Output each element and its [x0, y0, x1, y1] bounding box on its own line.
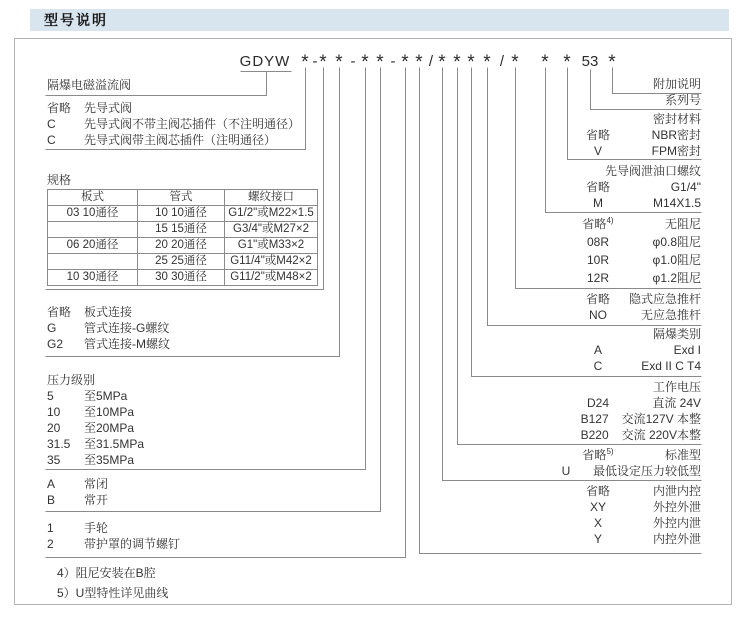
group-title: [486, 76, 701, 92]
code-star: *: [335, 52, 343, 73]
series-number-group: [486, 92, 701, 108]
option-key: [581, 215, 615, 233]
table-cell: 10 30通径: [48, 270, 138, 286]
code-option-row: [486, 215, 701, 233]
option-key-text: XY: [589, 500, 606, 514]
table-header-cell: 螺纹接口: [225, 190, 318, 206]
option-key: 2: [47, 537, 54, 551]
option-key-text: X: [593, 516, 602, 530]
addendum-group: [486, 76, 701, 92]
valve-name-label: 隔爆电磁溢流阀: [47, 78, 132, 92]
option-desc: 管式连接-M螺纹: [84, 337, 170, 351]
option-desc: 板式连接: [84, 305, 133, 319]
standard-type-group: [486, 447, 701, 479]
option-desc: φ1.2阻尼: [652, 271, 701, 285]
option-desc: M14X1.5: [652, 196, 701, 210]
option-desc: 至10MPa: [84, 405, 135, 419]
code-option-row: [486, 233, 701, 251]
code-option-row: [486, 195, 701, 211]
option-key: C: [47, 133, 56, 147]
group-title: [486, 92, 701, 108]
code-star: *: [467, 52, 475, 73]
option-key-text: D24: [586, 396, 609, 410]
table-cell: G11/4"或M42×2: [225, 254, 318, 270]
option-key: [549, 463, 583, 479]
table-row: [48, 254, 318, 270]
table-cell: 10 10通径: [138, 206, 225, 222]
option-key-text: 08R: [586, 235, 609, 249]
option-key: [581, 342, 615, 358]
option-desc: 交流 220V本整: [621, 428, 701, 442]
code-star: *: [541, 52, 549, 73]
code-option-row: [486, 342, 701, 358]
option-key: [581, 179, 615, 195]
option-key-text: M: [593, 196, 603, 210]
option-key-text: 省略: [585, 484, 610, 498]
option-desc: 最低设定压力较低型: [592, 464, 701, 478]
code-option-row: [486, 395, 701, 411]
option-key: C: [47, 117, 56, 131]
option-desc: 带护罩的调节螺钉: [84, 537, 181, 551]
code-token: -: [350, 53, 356, 70]
drain-thread-group: [486, 163, 701, 211]
option-desc: Exd I: [673, 343, 701, 357]
option-desc: φ0.8阻尼: [652, 235, 701, 249]
table-cell: 30 30通径: [138, 270, 225, 286]
code-token: 53: [581, 53, 599, 70]
group-title: [486, 111, 701, 127]
code-option-row: [486, 515, 701, 531]
option-desc: 先导式阀: [84, 101, 133, 115]
option-desc: 内泄内控: [652, 484, 701, 498]
option-key: [581, 127, 615, 143]
spec-table-head: [48, 190, 318, 206]
option-desc: 至35MPa: [84, 453, 135, 467]
table-cell: [48, 222, 138, 238]
option-key-text: 省略: [582, 448, 607, 462]
option-desc: 至20MPa: [84, 421, 135, 435]
table-cell: [48, 254, 138, 270]
table-cell: 06 20通径: [48, 238, 138, 254]
table-row: [48, 222, 318, 238]
option-desc: 至31.5MPa: [84, 437, 145, 451]
damping-group: [486, 215, 701, 287]
option-key: 20: [47, 421, 61, 435]
option-key: [581, 358, 615, 374]
voltage-group: [486, 379, 701, 443]
code-star: *: [319, 52, 327, 73]
option-key: A: [47, 477, 56, 491]
code-option-row: [47, 100, 300, 116]
table-cell: 25 25通径: [138, 254, 225, 270]
option-key: 10: [47, 405, 61, 419]
code-option-row: [47, 320, 170, 336]
connection-type-group: [47, 304, 170, 352]
group-title-text: 隔爆类别: [652, 327, 701, 341]
table-cell: 20 20通径: [138, 238, 225, 254]
code-option-row: [47, 436, 144, 452]
footnote-marker: 4): [606, 216, 614, 225]
option-key: [581, 195, 615, 211]
option-desc: 先导式阀带主阀芯插件（注明通径）: [84, 133, 277, 147]
code-star: *: [301, 52, 309, 73]
option-key-text: C: [593, 359, 603, 373]
option-key: [581, 447, 615, 463]
option-desc: NBR密封: [651, 128, 701, 142]
option-desc: 常开: [84, 493, 109, 507]
option-desc: 无应急推杆: [640, 308, 701, 322]
option-desc: FPM密封: [651, 144, 701, 158]
option-desc: 无阻尼: [664, 217, 701, 231]
code-token: -: [390, 53, 396, 70]
option-key-text: B220: [580, 428, 609, 442]
option-key-text: NO: [589, 308, 607, 322]
option-key: [581, 515, 615, 531]
code-star: *: [438, 52, 446, 73]
model-code-diagram: [14, 38, 732, 605]
option-key: [581, 499, 615, 515]
option-key: [581, 143, 615, 159]
section-header-bar: [30, 9, 729, 31]
table-cell: 15 15通径: [138, 222, 225, 238]
option-key-text: 省略: [582, 217, 607, 231]
code-option-row: [486, 499, 701, 515]
pressure-grade-title: 压力级别: [47, 373, 96, 387]
option-key-text: A: [593, 343, 602, 357]
option-key: 省略: [47, 101, 72, 115]
option-desc: G1/4": [670, 180, 701, 194]
group-title-text: 系列号: [664, 93, 701, 107]
option-desc: 交流127V 本整: [621, 412, 701, 426]
option-key: [581, 307, 615, 323]
option-desc: 先导式阀不带主阀芯插件（不注明通径）: [84, 117, 301, 131]
option-desc: 标准型: [664, 448, 701, 462]
code-token: -: [312, 53, 318, 70]
option-key-text: B127: [580, 412, 609, 426]
pilot-type-group: [47, 100, 300, 148]
spec-table: [47, 189, 318, 286]
group-title: [486, 163, 701, 179]
code-option-row: [486, 307, 701, 323]
code-option-row: [486, 447, 701, 463]
table-header-cell: 板式: [48, 190, 138, 206]
option-key: 省略: [47, 305, 72, 319]
valve-state-group: [47, 476, 108, 508]
section-title: 型号说明: [44, 12, 108, 28]
option-desc: 内控外泄: [652, 532, 701, 546]
code-star: *: [376, 52, 384, 73]
code-token: GDYW: [239, 53, 291, 70]
code-option-row: [47, 404, 144, 420]
option-key: [578, 411, 612, 427]
code-option-row: [47, 452, 144, 468]
control-drain-group: [486, 483, 701, 547]
code-option-row: [47, 536, 180, 552]
option-key-text: Y: [593, 532, 602, 546]
option-key: [578, 427, 612, 443]
option-desc: 手轮: [84, 521, 109, 535]
group-title-text: 密封材料: [652, 112, 701, 126]
option-key-text: 省略: [585, 180, 610, 194]
option-key: [581, 483, 615, 499]
table-cell: G11/2"或M48×2: [225, 270, 318, 286]
code-option-row: [486, 251, 701, 269]
table-row: [48, 206, 318, 222]
pressure-grade-group: [47, 388, 144, 468]
option-desc: 常闭: [84, 477, 109, 491]
code-token: /: [428, 53, 434, 70]
code-option-row: [486, 483, 701, 499]
code-option-row: [486, 411, 701, 427]
code-star: *: [608, 52, 616, 73]
seal-material-group: [486, 111, 701, 159]
group-title-text: 先导阀泄油口螺纹: [604, 164, 701, 178]
code-option-row: [47, 132, 300, 148]
option-desc: 外控内泄: [652, 516, 701, 530]
code-star: *: [563, 52, 571, 73]
option-key: 31.5: [47, 437, 71, 451]
option-desc: 外控外泄: [652, 500, 701, 514]
option-key: [581, 531, 615, 547]
footnote-marker: 5): [606, 447, 614, 456]
code-star: *: [361, 52, 369, 73]
code-option-row: [47, 520, 180, 536]
code-option-row: [47, 304, 170, 320]
option-key: 1: [47, 521, 54, 535]
code-option-row: [486, 291, 701, 307]
option-key: [581, 291, 615, 307]
code-option-row: [486, 531, 701, 547]
pushrod-group: [486, 291, 701, 323]
group-title: [486, 379, 701, 395]
option-key: [581, 395, 615, 411]
option-desc: Exd II C T4: [641, 359, 701, 373]
table-cell: G1"或M33×2: [225, 238, 318, 254]
code-option-row: [486, 427, 701, 443]
table-header-cell: 管式: [138, 190, 225, 206]
option-key-text: V: [593, 144, 602, 158]
table-cell: G1/2"或M22×1.5: [225, 206, 318, 222]
code-option-row: [486, 463, 701, 479]
table-row: [48, 270, 318, 286]
option-key: G: [47, 321, 57, 335]
option-key-text: 省略: [585, 292, 610, 306]
code-option-row: [47, 336, 170, 352]
option-key: [581, 269, 615, 287]
code-option-row: [486, 127, 701, 143]
option-key: 35: [47, 453, 61, 467]
group-title-text: 工作电压: [652, 380, 701, 394]
option-key: G2: [47, 337, 64, 351]
code-option-row: [47, 420, 144, 436]
option-key: [581, 233, 615, 251]
code-option-row: [47, 476, 108, 492]
group-title-text: 附加说明: [652, 77, 701, 91]
option-key-text: 10R: [586, 253, 609, 267]
option-key: 5: [47, 389, 54, 403]
explosion-proof-group: [486, 326, 701, 374]
code-option-row: [47, 116, 300, 132]
option-desc: 管式连接-G螺纹: [84, 321, 170, 335]
code-star: *: [511, 52, 519, 73]
option-desc: 直流 24V: [652, 396, 701, 410]
table-row: [48, 238, 318, 254]
option-desc: 隐式应急推杆: [628, 292, 701, 306]
spec-table-title: 规格: [47, 173, 72, 187]
footnote-5: 5）U型特性详见曲线: [57, 586, 169, 600]
code-option-row: [486, 269, 701, 287]
option-key-text: 省略: [585, 128, 610, 142]
footnote-4: 4）阻尼安装在B腔: [57, 566, 156, 580]
code-option-row: [486, 143, 701, 159]
option-key: [581, 251, 615, 269]
option-key-text: U: [561, 464, 571, 478]
code-token: /: [499, 53, 505, 70]
code-option-row: [47, 388, 144, 404]
option-key: B: [47, 493, 56, 507]
adjustment-group: [47, 520, 180, 552]
code-star: *: [483, 52, 491, 73]
code-star: *: [401, 52, 409, 73]
option-desc: 至5MPa: [84, 389, 128, 403]
group-title: [486, 326, 701, 342]
code-option-row: [47, 492, 108, 508]
option-desc: φ1.0阻尼: [652, 253, 701, 267]
option-key-text: 12R: [586, 271, 609, 285]
table-cell: G3/4"或M27×2: [225, 222, 318, 238]
code-star: *: [453, 52, 461, 73]
table-cell: 03 10通径: [48, 206, 138, 222]
code-option-row: [486, 358, 701, 374]
code-star: *: [415, 52, 423, 73]
code-option-row: [486, 179, 701, 195]
spec-table-body: [48, 206, 318, 286]
